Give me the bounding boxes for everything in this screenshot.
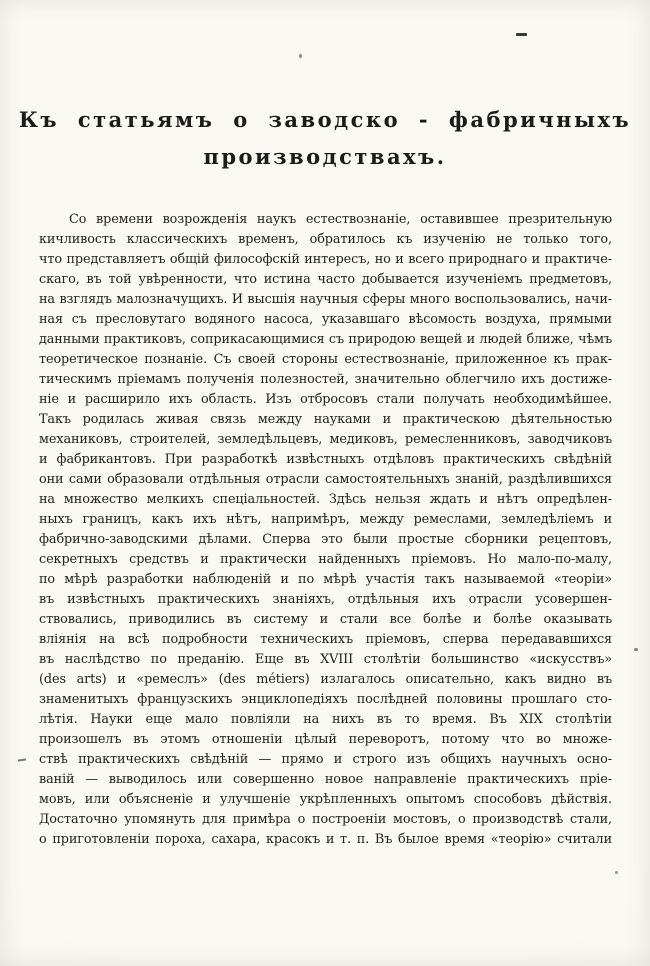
text-line: на взглядъ малозначущихъ. И высшія научныя сферы много воспользовались, начи-: [39, 292, 612, 307]
scan-artifact-dot-icon: [299, 54, 302, 58]
text-line: (des arts) и «ремеслъ» (des métiers) излагалось описательно, какъ видно въ: [39, 672, 612, 687]
text-line: ваній — выводилось или совершенно новое направленіе практическихъ пріе-: [39, 772, 612, 787]
text-line: въ наслѣдство по преданію. Еще въ XVIII столѣтіи большинство «искусствъ»: [39, 652, 612, 667]
text-line: лѣтія. Науки еще мало повліяли на нихъ въ то время. Въ XIX столѣтіи: [39, 712, 612, 727]
scan-artifact-dot-icon: [615, 871, 618, 874]
text-line: о приготовленіи пороха, сахара, красокъ и т. п. Въ былое время «теорію» считали: [39, 832, 612, 847]
article-title: [0, 101, 650, 175]
text-line: знаменитыхъ французскихъ энциклопедіяхъ послѣдней половины прошлаго сто-: [39, 692, 612, 707]
text-line: Достаточно упомянуть для примѣра о построеніи мостовъ, о производствѣ стали,: [39, 812, 612, 827]
text-line: и фабрикантовъ. При разработкѣ извѣстныхъ отдѣловъ практическихъ свѣдѣній: [39, 452, 612, 467]
text-line: вліянія на всѣ подробности техническихъ пріемовъ, сперва передававшихся: [39, 632, 612, 647]
text-line: произошелъ въ этомъ отношеніи цѣлый переворотъ, потому что во множе-: [39, 732, 612, 747]
text-line: на множество мелкихъ спеціальностей. Здѣсь нельзя ждать и нѣтъ опредѣлен-: [39, 492, 612, 507]
text-line: ствовались, приводились въ систему и стали все болѣе и болѣе оказывать: [39, 612, 612, 627]
text-line: они сами образовали отдѣльныя отрасли самостоятельныхъ знаній, раздѣлившихся: [39, 472, 612, 487]
text-line: что представляетъ общій философскій интересъ, но и всего природнаго и практиче-: [39, 252, 612, 267]
text-line: механиковъ, строителей, земледѣльцевъ, медиковъ, ремесленниковъ, заводчиковъ: [39, 432, 612, 447]
text-line: скаго, въ той увѣренности, что истина часто добывается изученіемъ предметовъ,: [39, 272, 612, 287]
scan-artifact-dash-icon: [516, 33, 527, 36]
scan-artifact-tick-icon: [634, 648, 638, 651]
text-line: ствѣ практическихъ свѣдѣній — прямо и строго изъ общихъ научныхъ осно-: [39, 752, 612, 767]
article-body: [39, 210, 612, 850]
text-line: въ извѣстныхъ практическихъ знаніяхъ, отдѣльныя ихъ отрасли усовершен-: [39, 592, 612, 607]
text-line: ніе и расширило ихъ область. Изъ отбросовъ стали получать необходимѣйшее.: [39, 392, 612, 407]
text-line: тическимъ пріемамъ полученія полезностей, значительно облегчило ихъ достиже-: [39, 372, 612, 387]
text-line: Со времени возрожденія наукъ естествознаніе, оставившее презрительную: [69, 212, 612, 227]
text-line: секретныхъ средствъ и практически найденныхъ пріемовъ. Но мало-по-малу,: [39, 552, 612, 567]
text-line: ная съ пресловутаго водяного насоса, указавшаго вѣсомость воздуха, прямыми: [39, 312, 612, 327]
text-line: по мѣрѣ разработки наблюденій и по мѣрѣ участія такъ называемой «теоріи»: [39, 572, 612, 587]
text-line: данными практиковъ, соприкасающимися съ природою вещей и людей ближе, чѣмъ: [39, 332, 612, 347]
text-line: мовъ, или объясненіе и улучшеніе укрѣпленныхъ опытомъ способовъ дѣйствія.: [39, 792, 612, 807]
text-line: Такъ родилась живая связь между науками и практическою дѣятельностью: [39, 412, 612, 427]
article-title-line2: производствахъ.: [203, 144, 447, 169]
article-title-line1: Къ статьямъ о заводско - фабричныхъ: [18, 107, 632, 132]
scan-artifact-dash-icon: [18, 758, 26, 761]
text-line: кичливость классическихъ временъ, обратилось къ изученію не только того,: [39, 232, 612, 247]
text-line: теоретическое познаніе. Съ своей стороны естествознаніе, приложенное къ прак-: [39, 352, 612, 367]
text-line: фабрично-заводскими дѣлами. Сперва это были простые сборники рецептовъ,: [39, 532, 612, 547]
text-line: ныхъ границъ, какъ ихъ нѣтъ, напримѣръ, между ремеслами, земледѣліемъ и: [39, 512, 612, 527]
